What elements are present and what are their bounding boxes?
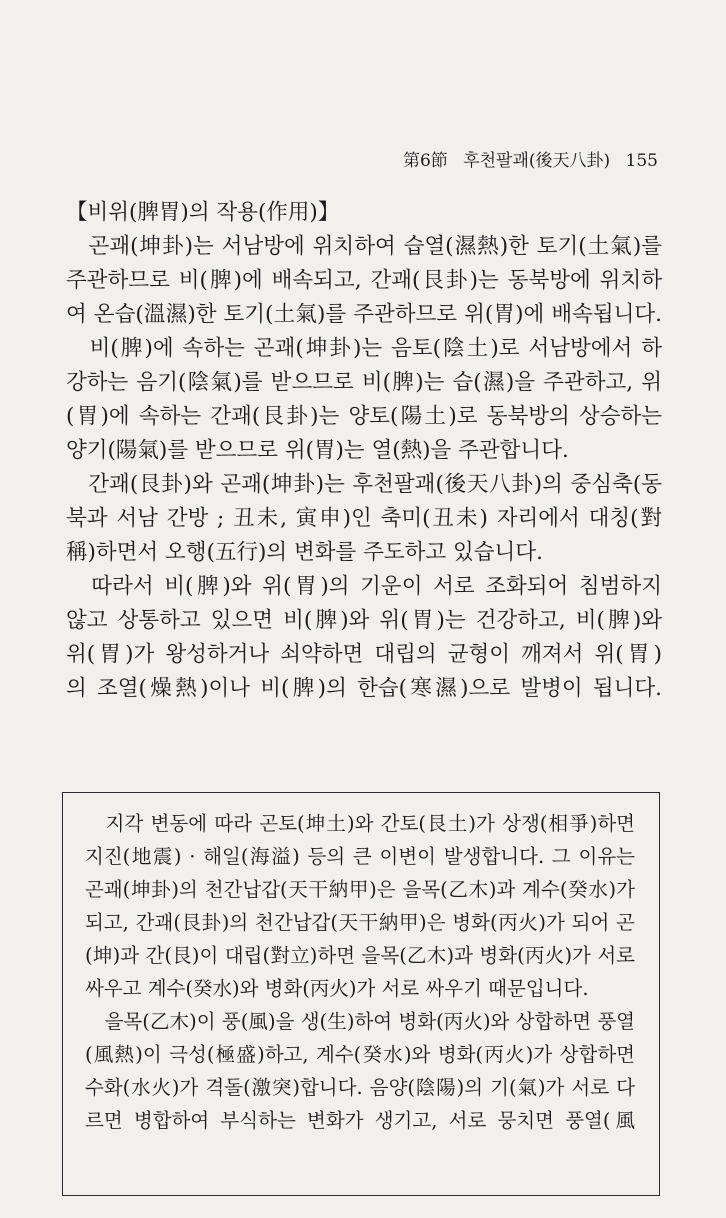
paragraph-line: 간괘(艮卦)와 곤괘(坤卦)는 후천팔괘(後天八卦)의 중심축(동	[66, 472, 662, 497]
paragraph-line: 양기(陽氣)를 받으므로 위(胃)는 열(熱)을 주관합니다.	[66, 438, 569, 463]
boxed-note	[62, 792, 660, 1196]
note-line: (坤)과 간(艮)이 대립(對立)하면 을목(乙木)과 병화(丙火)가 서로	[85, 944, 635, 967]
paragraph-line: 곤괘(坤卦)는 서남방에 위치하여 습열(濕熱)한 토기(土氣)를	[66, 234, 662, 259]
section-title: 【비위(脾胃)의 작용(作用)】	[66, 200, 340, 225]
paragraph-line: 여 온습(溫濕)한 토기(土氣)를 주관하므로 위(胃)에 배속됩니다.	[66, 302, 662, 327]
page-number: 155	[625, 151, 658, 171]
paragraph-line: 비(脾)에 속하는 곤괘(坤卦)는 음토(陰土)로 서남방에서 하	[66, 336, 662, 361]
paragraph-line: 의 조열(燥熱)이나 비(脾)의 한습(寒濕)으로 발병이 됩니다.	[66, 676, 662, 701]
header-title: 후천팔괘(後天八卦)	[463, 151, 611, 171]
paragraph-line: 稱)하면서 오행(五行)의 변화를 주도하고 있습니다.	[66, 540, 543, 565]
main-text	[66, 196, 662, 706]
paragraph-line: 않고 상통하고 있으면 비(脾)와 위(胃)는 건강하고, 비(脾)와	[66, 608, 662, 633]
note-line: 지진(地震) · 해일(海溢) 등의 큰 이변이 발생합니다. 그 이유는	[85, 845, 635, 868]
running-header	[66, 146, 658, 174]
header-section: 第6節	[402, 151, 448, 171]
note-line: 곤괘(坤卦)의 천간납갑(天干納甲)은 을목(乙木)과 계수(癸水)가	[85, 878, 635, 901]
paragraph-line: 강하는 음기(陰氣)를 받으므로 비(脾)는 습(濕)을 주관하고, 위	[66, 370, 662, 395]
paragraph-line: 주관하므로 비(脾)에 배속되고, 간괘(艮卦)는 동북방에 위치하	[66, 268, 662, 293]
note-line: 되고, 간괘(艮卦)의 천간납갑(天干納甲)은 병화(丙火)가 되어 곤	[85, 911, 635, 934]
note-line: 지각 변동에 따라 곤토(坤土)와 간토(艮土)가 상쟁(相爭)하면	[85, 812, 635, 835]
paragraph-line: (胃)에 속하는 간괘(艮卦)는 양토(陽土)로 동북방의 상승하는	[66, 404, 662, 429]
note-line: 싸우고 계수(癸水)와 병화(丙火)가 서로 싸우기 때문입니다.	[85, 977, 589, 1000]
note-line: 을목(乙木)이 풍(風)을 생(生)하여 병화(丙火)와 상합하면 풍열	[85, 1010, 635, 1033]
note-line: (風熱)이 극성(極盛)하고, 계수(癸水)와 병화(丙火)가 상합하면	[85, 1043, 635, 1066]
note-line: 르면 병합하여 부식하는 변화가 생기고, 서로 뭉치면 풍열(風	[85, 1109, 635, 1132]
note-line: 수화(水火)가 격돌(激突)합니다. 음양(陰陽)의 기(氣)가 서로 다	[85, 1076, 635, 1099]
paragraph-line: 북과 서남 간방 ; 丑未, 寅申)인 축미(丑未) 자리에서 대칭(對	[66, 506, 662, 531]
paragraph-line: 위(胃)가 왕성하거나 쇠약하면 대립의 균형이 깨져서 위(胃)	[66, 642, 662, 667]
paragraph-line: 따라서 비(脾)와 위(胃)의 기운이 서로 조화되어 침범하지	[66, 574, 662, 599]
